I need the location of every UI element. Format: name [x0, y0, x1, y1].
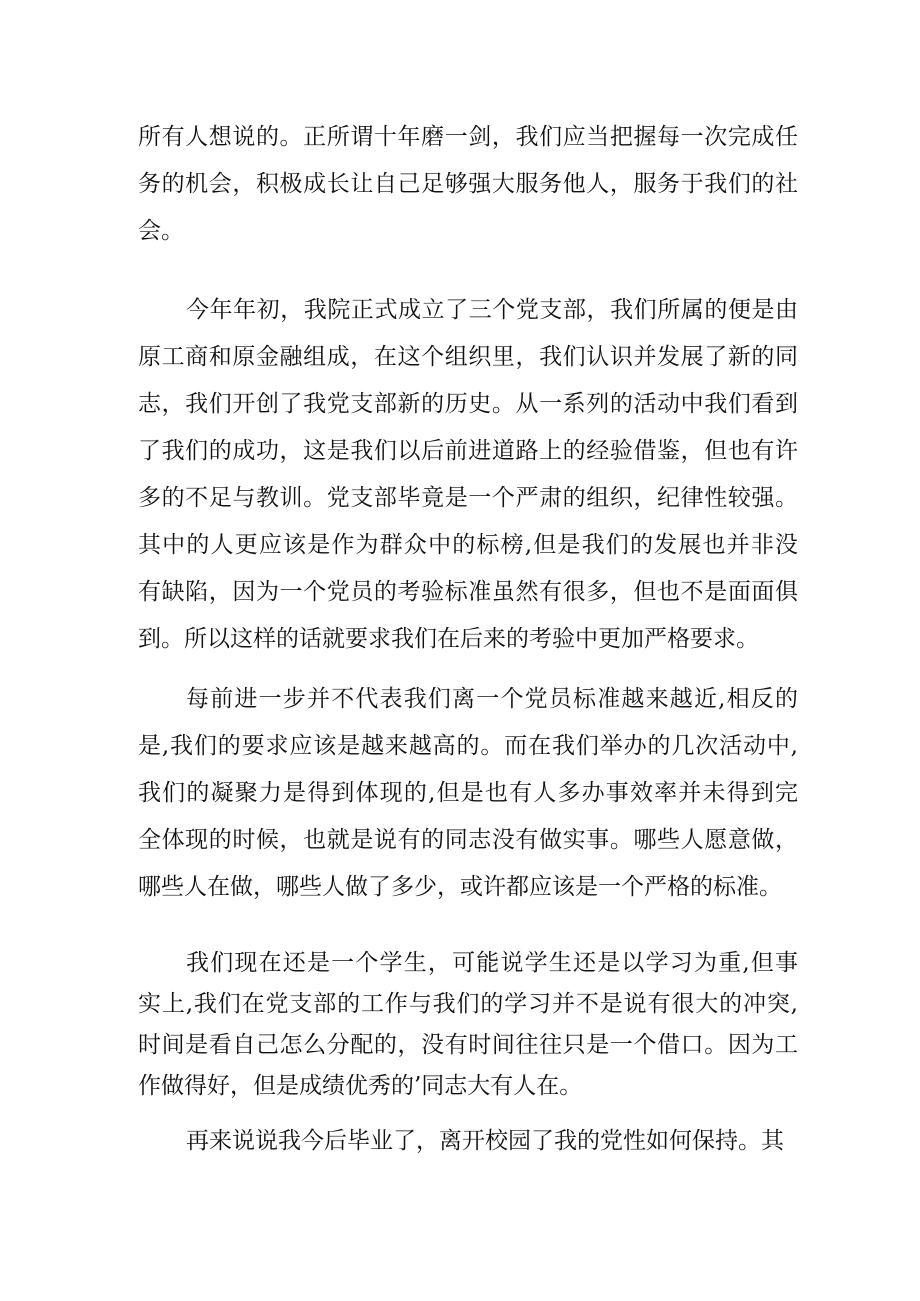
text-line: 所有人想说的。正所谓十年磨一剑，我们应当把握每一次完成任	[138, 124, 798, 150]
text-line: 哪些人在做，哪些人做了多少，或许都应该是一个严格的标准。	[138, 874, 782, 900]
text-line: 多的不足与教训。党支部毕竟是一个严肃的组织，纪律性较强。	[138, 485, 798, 511]
text-line: 其中的人更应该是作为群众中的标榜,但是我们的发展也并非没	[138, 532, 798, 558]
paragraph-1	[138, 114, 798, 255]
text-line: 全体现的时候，也就是说有的同志没有做实事。哪些人愿意做，	[138, 827, 798, 853]
text-line: 是,我们的要求应该是越来越高的。而在我们举办的几次活动中,	[138, 733, 798, 759]
paragraph-4	[138, 943, 798, 1107]
text-line: 今年年初，我院正式成立了三个党支部，我们所属的便是由	[186, 297, 798, 323]
paragraph-3	[138, 676, 798, 911]
text-line: 志，我们开创了我党支部新的历史。从一系列的活动中我们看到	[138, 391, 798, 417]
text-line: 会。	[138, 218, 184, 244]
paragraph-2	[138, 287, 798, 663]
text-line: 到。所以这样的话就要求我们在后来的考验中更加严格要求。	[138, 626, 759, 652]
text-line: 作做得好，但是成绩优秀的’同志大有人在。	[138, 1073, 583, 1099]
text-line: 时间是看自己怎么分配的，没有时间往往只是一个借口。因为工	[138, 1032, 798, 1058]
text-line: 实上,我们在党支部的工作与我们的学习并不是说有很大的冲突,	[138, 991, 798, 1017]
paragraph-5	[138, 1118, 798, 1165]
text-line: 务的机会，积极成长让自己足够强大服务他人，服务于我们的社	[138, 171, 798, 197]
text-line: 我们的凝聚力是得到体现的,但是也有人多办事效率并未得到完	[138, 780, 798, 806]
text-line: 了我们的成功，这是我们以后前进道路上的经验借鉴，但也有许	[138, 438, 798, 464]
text-line: 每前进一步并不代表我们离一个党员标准越来越近,相反的	[186, 686, 798, 712]
text-line: 原工商和原金融组成，在这个组织里，我们认识并发展了新的同	[138, 344, 798, 370]
text-line: 有缺陷，因为一个党员的考验标准虽然有很多，但也不是面面俱	[138, 579, 798, 605]
text-line: 再来说说我今后毕业了，离开校园了我的党性如何保持。其	[186, 1128, 784, 1154]
text-line: 我们现在还是一个学生，可能说学生还是以学习为重,但事	[186, 950, 798, 976]
